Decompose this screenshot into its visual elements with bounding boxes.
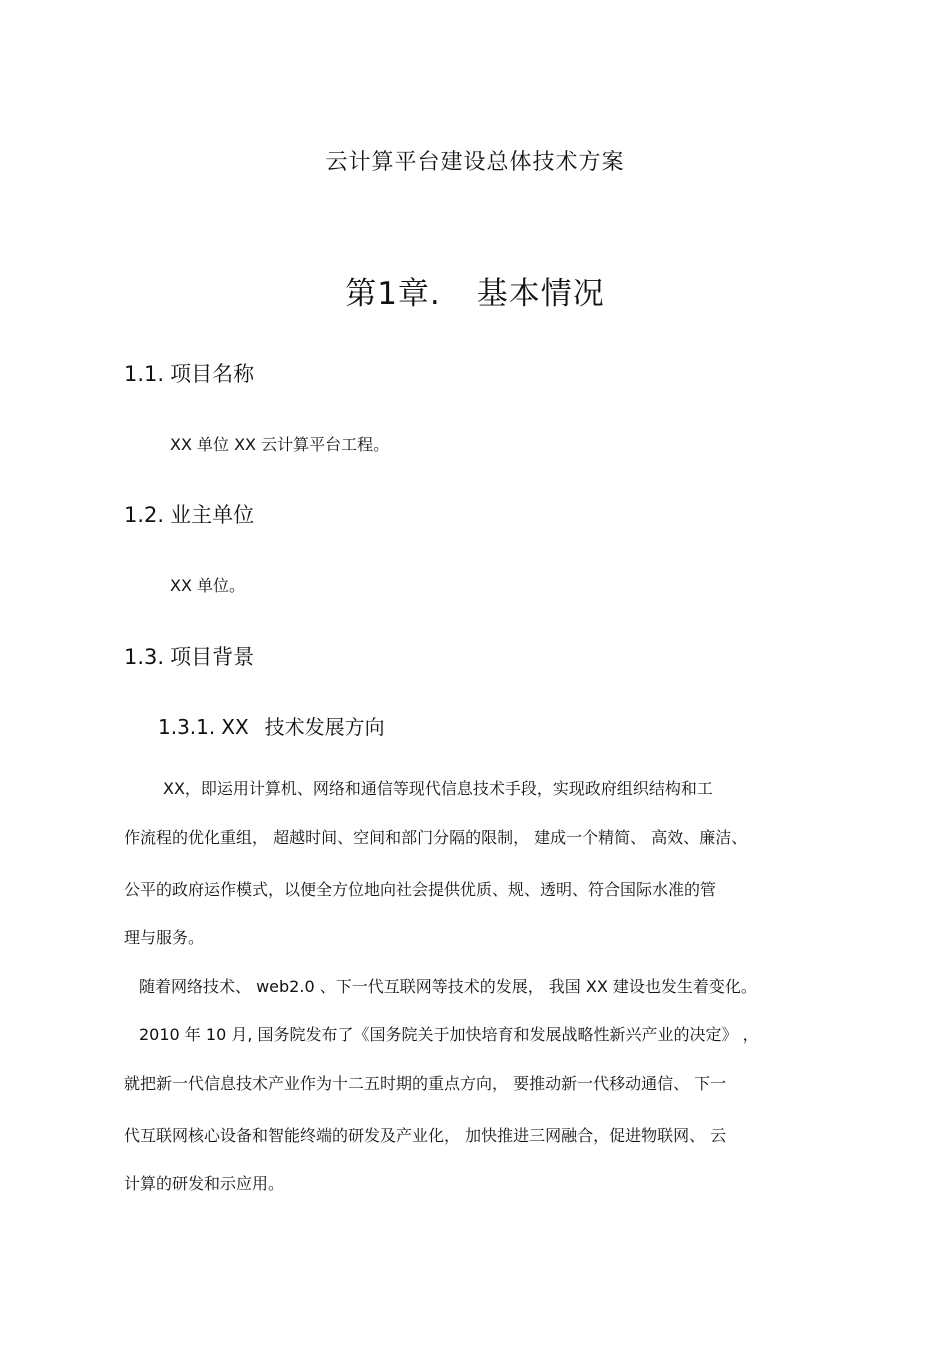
subsection-prefix: XX — [221, 715, 249, 739]
body-line: 计算的研发和示应用。 — [124, 1174, 285, 1193]
section-heading-1-3 — [124, 641, 254, 671]
chapter-title: 基本情况 — [476, 276, 605, 312]
body-line: 代互联网核心设备和智能终端的研发及产业化， 加快推进三网融合，促进物联网、 云 — [124, 1126, 727, 1145]
body-line: 公平的政府运作模式，以便全方位地向社会提供优质、规、透明、符合国际水准的管 — [124, 880, 717, 899]
chapter-heading — [0, 268, 950, 313]
section-heading-1-1 — [124, 358, 254, 388]
section-title: 项目名称 — [170, 362, 255, 386]
document-title: 云计算平台建设总体技术方案 — [325, 150, 625, 175]
section-title: 业主单位 — [170, 503, 255, 527]
section-title: 项目背景 — [170, 645, 255, 669]
section-number: 1.3. — [124, 645, 165, 669]
body-line: 理与服务。 — [124, 928, 205, 947]
section-content-1-2: XX 单位。 — [170, 576, 246, 595]
subsection-number: 1.3.1. — [158, 715, 216, 739]
section-content-1-1: XX 单位 XX 云计算平台工程。 — [170, 435, 390, 454]
section-heading-1-2 — [124, 499, 254, 529]
subsection-heading-1-3-1 — [158, 711, 385, 740]
body-line: 就把新一代信息技术产业作为十二五时期的重点方向， 要推动新一代移动通信、 下一 — [124, 1074, 727, 1093]
subsection-title: 技术发展方向 — [264, 715, 385, 739]
body-line: XX，即运用计算机、网络和通信等现代信息技术手段，实现政府组织结构和工 — [163, 779, 713, 798]
section-number: 1.2. — [124, 503, 165, 527]
section-number: 1.1. — [124, 362, 165, 386]
body-line: 2010 年 10 月, 国务院发布了《国务院关于加快培育和发展战略性新兴产业的决定》 ， — [139, 1025, 759, 1044]
chapter-number: 第1章. — [345, 276, 441, 312]
body-line: 作流程的优化重组， 超越时间、空间和部门分隔的限制， 建成一个精简、 高效、廉洁、 — [124, 828, 748, 847]
body-line: 随着网络技术、 web2.0 、下一代互联网等技术的发展， 我国 XX 建设也发生着变化。 — [139, 977, 757, 996]
